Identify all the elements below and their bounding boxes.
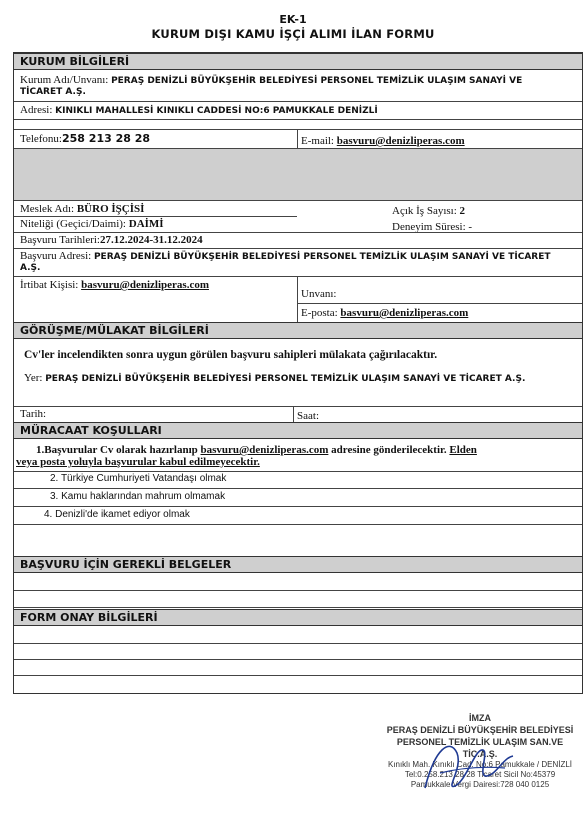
- section-interview-title: GÖRÜŞME/MÜLAKAT BİLGİLERİ: [14, 322, 582, 339]
- stamp-tax: Pamukkale Vergi Dairesi:728 040 0125: [410, 780, 550, 789]
- application-address-cont: A.Ş.: [20, 263, 41, 273]
- job-nature: Niteliği (Geçici/Daimi): DAİMİ: [20, 218, 164, 230]
- interview-date: Tarih:: [20, 408, 47, 420]
- application-dates: Başvuru Tarihleri:27.12.2024-31.12.2024: [20, 234, 203, 246]
- stamp-address: Kınıklı Mah. Kınıklı Cad. No:6 Pamukkale / DENİZLİ: [387, 760, 573, 769]
- contact-title: Unvanı:: [301, 288, 337, 300]
- open-positions: Açık İş Sayısı: 2: [392, 205, 466, 217]
- institution-email: E-mail: basvuru@denizliperas.com: [301, 135, 465, 147]
- interview-note: Cv'ler incelendikten sonra uygun görülen başvuru sahipleri mülakata çağırılacaktır.: [24, 349, 438, 361]
- section-kurum-title: KURUM BİLGİLERİ: [14, 53, 582, 70]
- experience: Deneyim Süresi: -: [392, 221, 473, 233]
- section-documents-title: BAŞVURU İÇİN GEREKLİ BELGELER: [14, 556, 582, 573]
- condition-1: 1.Başvurular Cv olarak hazırlanıp basvuru@denizliperas.com adresine gönderilecektir. Elden: [36, 444, 477, 456]
- section-approval-title: FORM ONAY BİLGİLERİ: [14, 609, 582, 626]
- profession: Meslek Adı: BÜRO İŞÇİSİ: [20, 203, 145, 215]
- contact-person: İrtibat Kişisi: basvuru@denizliperas.com: [20, 279, 209, 291]
- announcement-form: [13, 52, 583, 694]
- contact-eposta: E-posta: basvuru@denizliperas.com: [301, 307, 469, 319]
- condition-3: 3. Kamu haklarından mahrum olmamak: [50, 491, 226, 502]
- section-conditions-title: MÜRACAAT KOŞULLARI: [14, 422, 582, 439]
- condition-2: 2. Türkiye Cumhuriyeti Vatandaşı olmak: [50, 473, 227, 484]
- institution-name: Kurum Adı/Unvanı: PERAŞ DENİZLİ BÜYÜKŞEHİR BELEDİYESİ PERSONEL TEMİZLİK ULAŞIM SANAYİ VE: [20, 74, 523, 86]
- stamp-org2: PERSONEL TEMİZLİK ULAŞIM SAN.VE TİC.A.Ş.: [396, 737, 564, 759]
- gray-band: [14, 148, 582, 200]
- signature-icon: [405, 728, 525, 798]
- application-address: Başvuru Adresi: PERAŞ DENİZLİ BÜYÜKŞEHİR BELEDİYESİ PERSONEL TEMİZLİK ULAŞIM SANAYİ VE TİCARET: [20, 250, 551, 262]
- condition-4: 4. Denizli'de ikamet ediyor olmak: [44, 509, 190, 520]
- stamp-org1: PERAŞ DENİZLİ BÜYÜKŞEHİR BELEDİYESİ: [386, 725, 574, 735]
- interview-place: Yer: PERAŞ DENİZLİ BÜYÜKŞEHİR BELEDİYESİ PERSONEL TEMİZLİK ULAŞIM SANAYİ VE TİCARET A.Ş.: [24, 372, 526, 384]
- institution-phone: Telefonu:258 213 28 28: [20, 132, 151, 145]
- signature-label: İMZA: [469, 713, 491, 723]
- condition-1-cont: veya posta yoluyla başvurular kabul edilmeyecektir.: [16, 456, 260, 468]
- interview-time: Saat:: [297, 410, 319, 422]
- form-code: EK-1: [279, 13, 307, 26]
- stamp-phone: Tel:0.258.213 28 28 Ticaret Sicil No:45379: [404, 770, 556, 779]
- institution-name-cont: TİCARET A.Ş.: [20, 87, 86, 97]
- institution-address: Adresi: KINIKLI MAHALLESİ KINIKLI CADDESİ NO:6 PAMUKKALE DENİZLİ: [20, 104, 378, 116]
- form-title: KURUM DIŞI KAMU İŞÇİ ALIMI İLAN FORMU: [151, 27, 435, 41]
